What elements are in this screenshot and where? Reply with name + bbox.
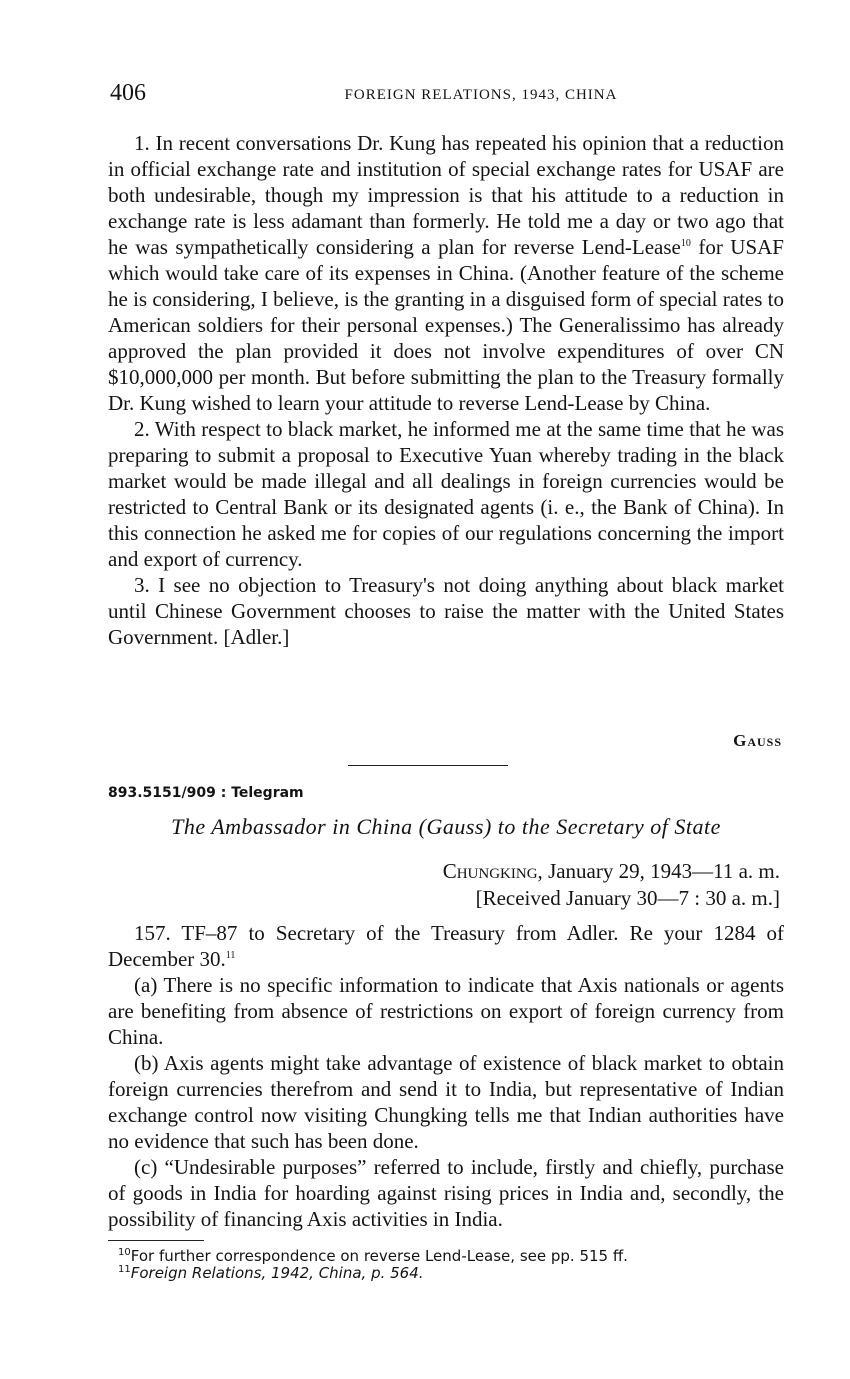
footnote-text: For further correspondence on reverse Lend-Lease, see pp. 515 ff. — [130, 1247, 628, 1265]
page-header — [110, 80, 782, 110]
running-head: FOREIGN RELATIONS, 1943, CHINA — [344, 87, 618, 103]
footnote-number: 11 — [118, 1264, 131, 1275]
dateline-date: January 29, 1943—11 a. m. — [542, 859, 780, 883]
footnote-ref-10: 10 — [680, 238, 691, 249]
paragraph-1 — [108, 130, 784, 416]
paragraph-b: (b) Axis agents might take advantage of existence of black market to obtain foreign currencies therefrom and send it to India, but representative of Indian exchange control now visiting Chungking tells me that Indian authorities have no evidence that such has been done. — [108, 1051, 784, 1153]
footnote-ref-11: 11 — [225, 950, 236, 961]
footnote-rule — [108, 1240, 204, 1241]
footnote-text: Foreign Relations, 1942, China, p. 564. — [130, 1264, 424, 1282]
paragraph-3: 3. I see no objection to Treasury's not doing anything about black market until Chinese Government chooses to raise the matter with the United States Government. [Adler.] — [108, 573, 784, 649]
footnote-number: 10 — [118, 1247, 131, 1258]
paragraph-text: 1. In recent conversations Dr. Kung has repeated his opinion that a reduction in official exchange rate and institution of special exchange rates for USAF are both undesirable, though my impression is that his attitude to a reduction in exchange rate is less adamant than formerly. He told me a day or two ago that he was sympathetically considering a plan for reverse Lend-Lease — [108, 131, 784, 259]
signature-gauss: Gauss — [733, 731, 782, 750]
dateline — [443, 858, 780, 912]
dateline-place: Chungking, — [442, 859, 543, 883]
paragraph-c: (c) “Undesirable purposes” referred to include, firstly and chiefly, purchase of goods in India for hoarding against rising prices in India and, secondly, the possibility of financing Axis activities in India. — [108, 1155, 784, 1231]
paragraph-a: (a) There is no specific information to indicate that Axis nationals or agents are benefiting from absence of restrictions on export of foreign currency from China. — [108, 973, 784, 1049]
footnote-11 — [118, 1265, 628, 1282]
first-telegram-body — [108, 130, 784, 650]
footnote-10 — [118, 1248, 628, 1265]
second-telegram-body — [108, 920, 784, 1232]
paragraph-157 — [108, 920, 784, 972]
document-title: The Ambassador in China (Gauss) to the Secretary of State — [171, 814, 721, 839]
footnotes — [118, 1248, 628, 1282]
paragraph-2: 2. With respect to black market, he informed me at the same time that he was preparing to submit a proposal to Executive Yuan whereby trading in the black market would be made illegal and all dealings in foreign currencies would be restricted to Central Bank or its designated agents (i. e., the Bank of China). In this connection he asked me for copies of our regulations concerning the import and export of currency. — [108, 417, 784, 571]
page-number: 406 — [110, 80, 146, 106]
section-divider — [348, 765, 508, 766]
dateline-sent — [443, 858, 780, 885]
file-reference: 893.5151/909 : Telegram — [108, 785, 304, 801]
paragraph-text: 157. TF–87 to Secretary of the Treasury from Adler. Re your 1284 of December 30. — [108, 921, 784, 971]
dateline-received: [Received January 30—7 : 30 a. m.] — [475, 886, 780, 910]
paragraph-text: for USAF which would take care of its expenses in China. (Another feature of the scheme he is considering, I believe, is the granting in a disguised form of special rates to American soldiers for their personal expenses.) The Generalissimo has already approved the plan provided it does not involve expenditures of over CN $10,000,000 per month. But before submitting the plan to the Treasury formally Dr. Kung wished to learn your attitude to reverse Lend-Lease by China. — [108, 235, 784, 415]
